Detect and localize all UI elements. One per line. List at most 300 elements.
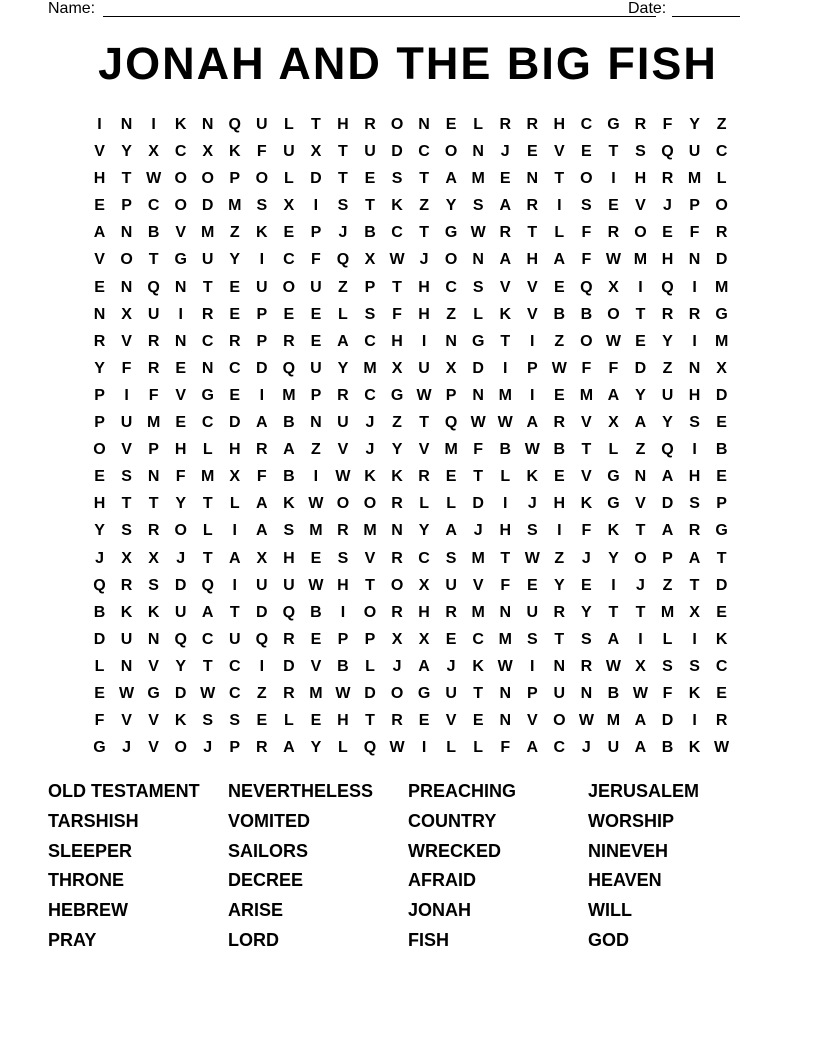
grid-letter: V [581, 468, 592, 486]
grid-letter: G [147, 684, 160, 702]
grid-letter: C [364, 332, 376, 350]
grid-letter: I [97, 116, 102, 133]
grid-letter: J [176, 549, 186, 567]
grid-letter: G [444, 224, 458, 242]
grid-letter: S [256, 197, 268, 215]
grid-letter: I [259, 386, 265, 404]
grid-letter: W [119, 684, 135, 702]
grid-letter: W [497, 414, 513, 432]
grid-letter: H [93, 170, 106, 188]
grid-letter: Q [661, 441, 674, 459]
grid-letter: L [283, 116, 294, 133]
grid-letter: L [283, 712, 294, 730]
grid-letter: I [313, 197, 319, 215]
grid-letter: T [365, 197, 375, 215]
grid-letter: C [228, 684, 241, 702]
grid-letter: I [503, 359, 508, 377]
grid-letter: R [391, 712, 403, 730]
grid-letter: Y [175, 495, 186, 513]
grid-letter: G [417, 684, 431, 702]
grid-letter: M [633, 251, 648, 269]
grid-row [86, 574, 735, 601]
page-title: JONAH AND THE BIG FISH [98, 38, 718, 89]
grid-letter: B [580, 305, 593, 323]
grid-letter: X [689, 603, 700, 621]
grid-letter: C [147, 197, 160, 215]
grid-letter: Q [336, 251, 350, 269]
grid-letter: E [175, 359, 186, 377]
grid-letter: H [228, 441, 241, 459]
grid-letter: P [229, 739, 241, 757]
grid-letter: J [122, 739, 132, 757]
grid-letter: Q [444, 414, 458, 432]
grid-letter: O [174, 170, 187, 188]
grid-letter: V [553, 143, 565, 161]
grid-letter: N [418, 116, 430, 133]
grid-letter: S [472, 278, 484, 296]
grid-letter: O [444, 251, 458, 269]
grid-letter: N [553, 657, 566, 675]
grid-letter: S [689, 495, 700, 513]
grid-letter: R [93, 332, 106, 350]
grid-letter: E [310, 305, 322, 323]
grid-letter: N [688, 251, 701, 269]
grid-letter: T [338, 143, 348, 161]
grid-letter: E [716, 684, 727, 702]
grid-letter: I [232, 522, 237, 540]
word-list-item: FISH [408, 929, 450, 950]
grid-letter: S [526, 630, 538, 648]
grid-letter: E [229, 278, 241, 296]
grid-letter: E [229, 386, 241, 404]
grid-letter: F [500, 576, 511, 594]
word-list-item: PREACHING [408, 781, 517, 801]
grid-letter: R [337, 386, 349, 404]
grid-letter: H [634, 170, 647, 188]
grid-letter: V [526, 712, 538, 730]
grid-letter: T [202, 278, 213, 296]
grid-letter: Q [147, 278, 160, 296]
grid-letter: E [283, 305, 295, 323]
grid-letter: V [472, 576, 484, 594]
word-list-item: JONAH [408, 900, 472, 921]
grid-letter: B [364, 224, 376, 242]
grid-letter: Z [419, 197, 429, 215]
grid-letter: I [638, 278, 643, 296]
word-list-item: COUNTRY [408, 810, 497, 831]
grid-letter: E [364, 170, 376, 188]
grid-letter: T [581, 441, 592, 459]
word-list-row [48, 839, 768, 869]
grid-row [86, 709, 735, 736]
grid-letter: N [472, 386, 484, 404]
grid-letter: I [503, 495, 508, 513]
grid-letter: V [148, 739, 159, 757]
grid-letter: K [715, 630, 728, 648]
grid-letter: L [473, 305, 484, 323]
grid-letter: C [391, 224, 403, 242]
grid-letter: U [445, 576, 457, 594]
grid-letter: A [499, 197, 511, 215]
grid-letter: P [121, 197, 132, 215]
grid-letter: G [715, 522, 728, 540]
grid-letter: W [389, 251, 405, 269]
grid-letter: W [200, 684, 216, 702]
grid-letter: I [124, 386, 129, 404]
grid-letter: E [310, 549, 322, 567]
worksheet-header [48, 0, 740, 20]
word-list-row [48, 928, 768, 958]
grid-letter: N [391, 522, 403, 540]
grid-letter: E [526, 576, 538, 594]
grid-letter: F [256, 468, 267, 486]
grid-letter: O [174, 197, 187, 215]
grid-letter: Y [581, 603, 592, 621]
grid-letter: U [283, 143, 295, 161]
grid-letter: L [473, 116, 484, 133]
grid-letter: A [634, 739, 647, 757]
grid-letter: F [581, 522, 592, 540]
grid-letter: D [715, 576, 728, 594]
grid-letter: D [661, 712, 674, 730]
grid-letter: X [418, 630, 430, 648]
grid-letter: C [418, 143, 430, 161]
grid-letter: I [638, 630, 643, 648]
grid-letter: A [283, 739, 295, 757]
grid-letter: Q [255, 630, 269, 648]
grid-letter: W [551, 359, 567, 377]
grid-letter: C [283, 251, 295, 269]
grid-letter: W [605, 251, 621, 269]
grid-letter: E [94, 468, 105, 486]
grid-letter: L [202, 441, 213, 459]
word-list-item: DECREE [228, 870, 304, 891]
grid-letter: V [148, 657, 159, 675]
grid-letter: E [526, 143, 538, 161]
grid-letter: J [392, 657, 402, 675]
grid-letter: N [445, 332, 457, 350]
grid-letter: J [419, 251, 429, 269]
grid-letter: L [229, 495, 240, 513]
grid-letter: Z [392, 414, 402, 432]
grid-letter: R [364, 116, 376, 133]
grid-letter: R [553, 414, 566, 432]
grid-row [86, 601, 735, 628]
grid-letter: S [581, 197, 592, 215]
grid-letter: L [338, 739, 348, 757]
grid-row [86, 221, 735, 248]
grid-row [86, 465, 735, 492]
grid-letter: K [499, 305, 511, 323]
grid-letter: N [688, 359, 701, 377]
word-list-item: OLD TESTAMENT [48, 781, 200, 801]
word-list [48, 779, 768, 958]
grid-letter: N [201, 359, 214, 377]
grid-letter: A [607, 630, 620, 648]
grid-letter: A [445, 170, 457, 188]
grid-letter: W [416, 386, 432, 404]
grid-letter: H [526, 251, 539, 269]
grid-letter: S [229, 712, 241, 730]
grid-letter: R [661, 170, 674, 188]
grid-letter: L [419, 495, 429, 513]
grid-letter: V [94, 251, 105, 269]
grid-letter: E [310, 712, 322, 730]
grid-letter: K [391, 468, 403, 486]
grid-letter: S [689, 414, 700, 432]
grid-letter: E [553, 468, 565, 486]
grid-letter: J [663, 197, 672, 215]
grid-letter: T [635, 522, 646, 540]
grid-letter: C [228, 359, 241, 377]
name-blank-line[interactable] [103, 16, 656, 17]
grid-letter: S [364, 305, 376, 323]
grid-row [86, 330, 735, 357]
grid-letter: R [147, 522, 160, 540]
grid-letter: U [364, 143, 376, 161]
grid-letter: C [201, 630, 214, 648]
word-list-item: AFRAID [408, 870, 476, 891]
grid-letter: J [500, 143, 510, 161]
grid-letter: H [553, 116, 566, 133]
grid-letter: O [580, 170, 593, 188]
grid-letter: T [392, 278, 402, 296]
grid-letter: F [662, 116, 673, 133]
grid-letter: X [310, 143, 322, 161]
grid-letter: D [715, 251, 728, 269]
grid-letter: I [530, 386, 535, 404]
grid-letter: H [391, 332, 403, 350]
grid-letter: D [256, 603, 268, 621]
grid-letter: L [283, 170, 294, 188]
grid-letter: T [148, 495, 159, 513]
grid-letter: T [148, 251, 159, 269]
grid-letter: T [311, 116, 321, 133]
grid-letter: U [310, 359, 322, 377]
grid-row [86, 655, 735, 682]
grid-letter: K [688, 739, 701, 757]
grid-letter: K [688, 684, 701, 702]
grid-letter: I [421, 739, 427, 757]
grid-letter: V [635, 197, 646, 215]
grid-letter: M [471, 549, 485, 567]
grid-letter: P [94, 386, 105, 404]
grid-letter: M [363, 522, 377, 540]
grid-letter: Q [580, 278, 593, 296]
grid-letter: P [229, 170, 241, 188]
grid-letter: L [473, 739, 484, 757]
grid-row [86, 682, 735, 709]
grid-letter: K [147, 603, 160, 621]
grid-letter: P [256, 305, 268, 323]
grid-letter: Z [256, 684, 267, 702]
grid-letter: E [445, 116, 457, 133]
grid-letter: L [554, 224, 565, 242]
grid-letter: G [390, 386, 404, 404]
grid-letter: C [228, 657, 241, 675]
grid-letter: Y [121, 143, 132, 161]
grid-letter: R [580, 657, 593, 675]
grid-letter: T [473, 468, 484, 486]
word-list-row [48, 898, 768, 928]
grid-letter: K [580, 495, 593, 513]
grid-letter: A [607, 386, 620, 404]
grid-letter: M [309, 684, 323, 702]
grid-letter: O [93, 441, 106, 459]
grid-letter: A [93, 224, 106, 242]
grid-letter: J [338, 224, 348, 242]
grid-row [86, 736, 735, 763]
grid-letter: K [256, 224, 268, 242]
word-list-item: NEVERTHELESS [228, 781, 374, 801]
grid-letter: E [94, 197, 105, 215]
grid-letter: N [499, 712, 511, 730]
grid-letter: L [202, 522, 213, 540]
grid-letter: N [147, 630, 160, 648]
grid-row [86, 384, 735, 411]
word-list-item: VOMITED [228, 810, 311, 831]
grid-letter: U [607, 739, 620, 757]
grid-letter: W [605, 332, 621, 350]
grid-letter: A [553, 251, 566, 269]
grid-letter: F [121, 359, 132, 377]
grid-letter: S [689, 657, 700, 675]
grid-letter: O [634, 224, 647, 242]
grid-letter: A [634, 712, 647, 730]
grid-letter: P [310, 386, 322, 404]
grid-letter: P [148, 441, 159, 459]
grid-letter: D [174, 684, 187, 702]
grid-letter: P [364, 278, 376, 296]
grid-letter: W [335, 684, 351, 702]
grid-letter: X [608, 278, 619, 296]
grid-letter: V [148, 712, 159, 730]
grid-letter: M [714, 332, 729, 350]
grid-letter: Y [553, 576, 565, 594]
grid-letter: H [93, 495, 106, 513]
grid-letter: W [146, 170, 162, 188]
grid-letter: Y [391, 441, 403, 459]
grid-letter: A [228, 549, 241, 567]
grid-letter: R [715, 712, 728, 730]
grid-letter: J [95, 549, 104, 567]
grid-letter: D [201, 197, 214, 215]
grid-letter: R [337, 522, 349, 540]
grid-letter: P [310, 224, 322, 242]
grid-letter: C [201, 414, 214, 432]
grid-letter: P [94, 414, 105, 432]
grid-letter: O [282, 278, 296, 296]
grid-letter: M [498, 630, 512, 648]
grid-letter: T [365, 712, 375, 730]
grid-letter: X [256, 549, 268, 567]
grid-letter: I [340, 603, 346, 621]
grid-letter: E [418, 712, 430, 730]
grid-letter: F [311, 251, 321, 269]
grid-letter: J [365, 414, 375, 432]
grid-letter: L [662, 630, 673, 648]
grid-letter: X [608, 414, 619, 432]
grid-letter: D [634, 359, 647, 377]
grid-letter: V [175, 224, 186, 242]
grid-letter: V [175, 386, 186, 404]
grid-letter: R [283, 684, 295, 702]
grid-letter: N [174, 332, 187, 350]
grid-letter: D [661, 495, 674, 513]
grid-letter: M [471, 603, 485, 621]
grid-letter: O [174, 739, 187, 757]
grid-letter: V [526, 305, 538, 323]
grid-letter: P [526, 359, 538, 377]
grid-letter: Z [229, 224, 240, 242]
grid-letter: T [121, 495, 132, 513]
grid-letter: I [692, 712, 697, 730]
grid-letter: V [310, 657, 322, 675]
grid-letter: Q [282, 359, 296, 377]
grid-letter: T [500, 332, 511, 350]
grid-letter: Z [716, 116, 727, 133]
grid-letter: E [662, 224, 673, 242]
grid-letter: T [229, 603, 240, 621]
grid-letter: S [445, 549, 457, 567]
grid-letter: Z [311, 441, 321, 459]
grid-row [86, 411, 735, 438]
word-list-item: WILL [588, 900, 632, 921]
grid-letter: G [607, 116, 620, 133]
grid-letter: B [310, 603, 322, 621]
grid-letter: E [94, 278, 105, 296]
word-list-item: NINEVEH [588, 840, 669, 861]
grid-letter: O [120, 251, 133, 269]
grid-letter: G [715, 305, 728, 323]
grid-letter: U [174, 603, 187, 621]
grid-letter: W [714, 739, 730, 757]
grid-letter: L [94, 657, 105, 675]
grid-letter: H [337, 116, 349, 133]
grid-letter: M [471, 170, 485, 188]
grid-letter: H [661, 251, 674, 269]
grid-letter: R [418, 468, 430, 486]
grid-row [86, 547, 735, 574]
word-list-item: LORD [228, 929, 279, 950]
grid-letter: T [202, 549, 213, 567]
grid-letter: I [692, 630, 697, 648]
word-list-item: THRONE [48, 870, 124, 891]
grid-letter: I [692, 278, 697, 296]
grid-letter: P [337, 630, 349, 648]
grid-letter: X [445, 359, 457, 377]
grid-letter: L [446, 739, 457, 757]
grid-letter: A [418, 657, 430, 675]
grid-letter: K [120, 603, 133, 621]
word-list-item: TARSHISH [48, 810, 139, 831]
grid-letter: R [445, 603, 457, 621]
grid-letter: O [390, 684, 404, 702]
grid-letter: R [391, 549, 403, 567]
grid-letter: P [689, 197, 700, 215]
grid-letter: A [526, 414, 539, 432]
grid-letter: E [608, 197, 619, 215]
date-blank-line[interactable] [672, 16, 740, 17]
grid-letter: T [202, 657, 213, 675]
grid-letter: F [581, 359, 592, 377]
grid-letter: V [337, 441, 349, 459]
grid-letter: I [611, 576, 616, 594]
grid-letter: I [530, 657, 535, 675]
grid-letter: W [524, 549, 540, 567]
word-list-item: SLEEPER [48, 840, 133, 861]
grid-letter: P [526, 684, 538, 702]
